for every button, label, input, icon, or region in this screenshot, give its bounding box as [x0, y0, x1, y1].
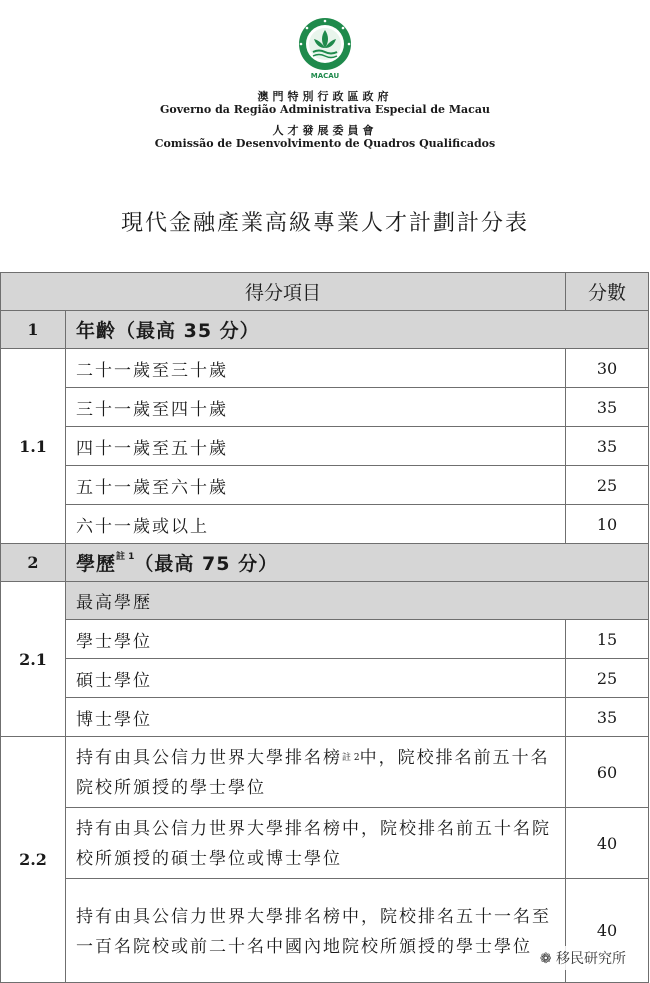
footnote-marker: 註 1 [116, 552, 135, 562]
row-label: 持有由具公信力世界大學排名榜中，院校排名前五十名院校所頒授的碩士學位或博士學位 [66, 808, 566, 879]
page-title: 現代金融產業高級專業人才計劃計分表 [120, 211, 529, 236]
row-score: 25 [566, 659, 649, 698]
section-row-1 [1, 311, 649, 349]
row-score: 25 [566, 466, 649, 505]
footnote-marker: 註 2 [342, 753, 360, 763]
row-label: 碩士學位 [66, 659, 566, 698]
table-row [1, 737, 649, 808]
wechat-icon: ❁ [539, 951, 552, 967]
row-score: 30 [566, 349, 649, 388]
row-label: 二十一歲至三十歲 [66, 349, 566, 388]
section-label-rest: （最高 75 分） [134, 553, 279, 575]
row-score: 35 [566, 427, 649, 466]
row-label [66, 737, 566, 808]
subsection-number: 1.1 [1, 349, 66, 544]
table-header-row [1, 273, 649, 311]
table-row [1, 466, 649, 505]
table-row [1, 659, 649, 698]
watermark-text: 移民研究所 [556, 951, 626, 967]
row-label: 六十一歲或以上 [66, 505, 566, 544]
gov-name-cn: 澳門特別行政區政府 [257, 90, 393, 103]
table-row [1, 698, 649, 737]
emblem-text: MACAU [310, 72, 340, 80]
table-row [1, 582, 649, 620]
macau-emblem [295, 16, 355, 80]
row-label-part-b: 中，院校排名前五十名院校所頒授的學士學位 [76, 748, 550, 798]
section-label: 年齡（最高 35 分） [66, 311, 649, 349]
row-label: 學士學位 [66, 620, 566, 659]
row-label-part-a: 持有由具公信力世界大學排名榜 [76, 748, 342, 768]
row-score: 40 [566, 808, 649, 879]
section-row-2 [1, 544, 649, 582]
table-row [1, 808, 649, 879]
row-score: 60 [566, 737, 649, 808]
table-row [1, 505, 649, 544]
row-label: 博士學位 [66, 698, 566, 737]
section-label [66, 544, 649, 582]
row-score: 10 [566, 505, 649, 544]
row-label: 持有由具公信力世界大學排名榜中，院校排名五十一名至一百名院校或前二十名中國內地院校所頒授的學士學位 [66, 879, 566, 983]
subheading: 最高學歷 [66, 582, 649, 620]
row-label: 三十一歲至四十歲 [66, 388, 566, 427]
row-score: 40 [566, 879, 649, 983]
dept-name-pt: Comissão de Desenvolvimento de Quadros Qualificados [154, 137, 496, 150]
row-score: 15 [566, 620, 649, 659]
section-label-main: 學歷 [76, 553, 117, 575]
header-item: 得分項目 [1, 273, 566, 311]
section-number: 1 [1, 311, 66, 349]
subsection-number: 2.1 [1, 582, 66, 737]
table-row [1, 620, 649, 659]
row-score: 35 [566, 388, 649, 427]
scoring-table [0, 272, 649, 983]
row-score: 35 [566, 698, 649, 737]
dept-name-cn: 人才發展委員會 [272, 124, 378, 137]
table-row [1, 388, 649, 427]
table-row [1, 349, 649, 388]
subsection-number: 2.2 [1, 737, 66, 983]
header-score: 分數 [566, 273, 649, 311]
section-number: 2 [1, 544, 66, 582]
row-label: 四十一歲至五十歲 [66, 427, 566, 466]
watermark [536, 946, 630, 970]
row-label: 五十一歲至六十歲 [66, 466, 566, 505]
gov-name-pt: Governo da Região Administrativa Especial de Macau [160, 103, 490, 116]
table-row [1, 427, 649, 466]
